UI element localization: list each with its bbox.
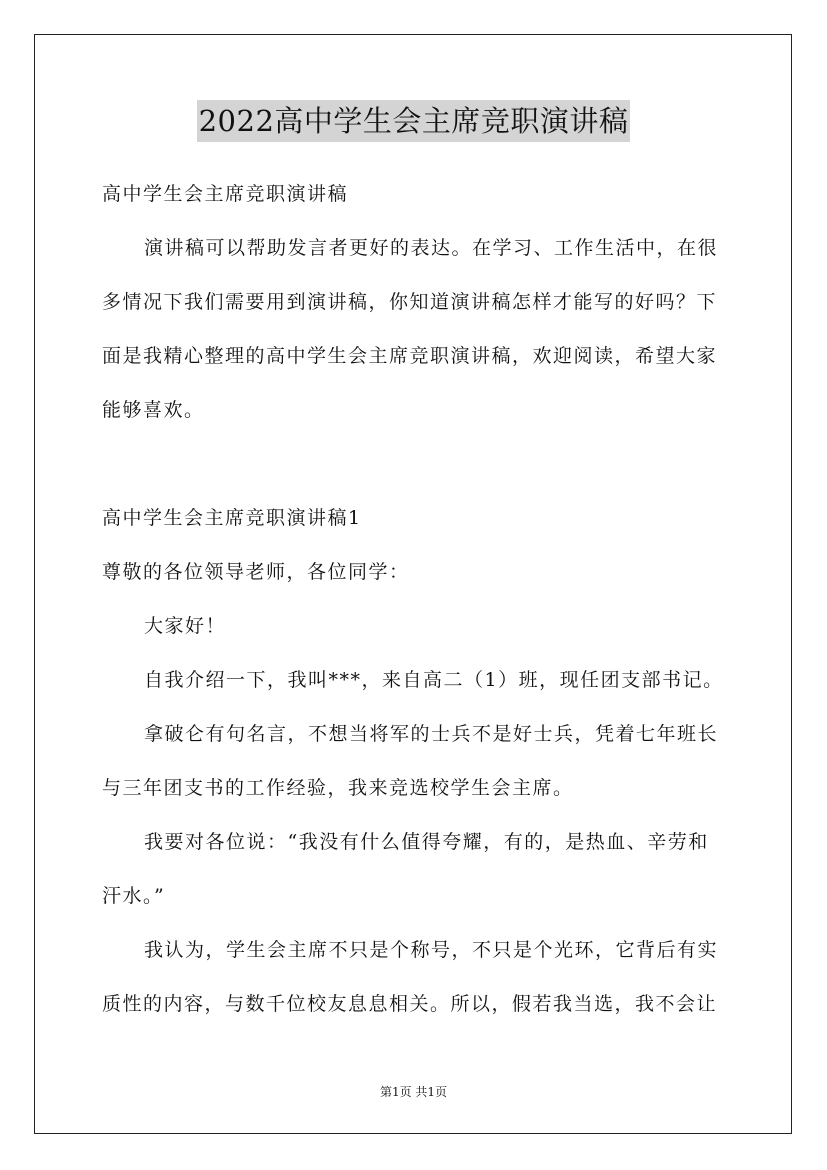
paragraph-line: 我认为，学生会主席不只是个称号，不只是个光环，它背后有实: [144, 939, 719, 961]
document-title: 2022高中学生会主席竞职演讲稿: [197, 100, 631, 142]
section-heading: 高中学生会主席竞职演讲稿1: [102, 507, 362, 529]
title-wrapper: [0, 100, 827, 142]
paragraph-line: 我要对各位说：“我没有什么值得夸耀，有的，是热血、辛劳和: [144, 831, 709, 853]
paragraph-line: 汗水。”: [102, 885, 166, 907]
paragraph-line: 面是我精心整理的高中学生会主席竞职演讲稿，欢迎阅读，希望大家: [102, 345, 718, 367]
paragraph-line: 自我介绍一下，我叫***，来自高二（1）班，现任团支部书记。: [144, 669, 724, 691]
paragraph-line: 能够喜欢。: [102, 399, 205, 421]
paragraph-line: 拿破仑有句名言，不想当将军的士兵不是好士兵，凭着七年班长: [144, 723, 719, 745]
paragraph-line: 多情况下我们需要用到演讲稿，你知道演讲稿怎样才能写的好吗？下: [102, 291, 718, 313]
paragraph-line: 大家好！: [144, 615, 227, 637]
subtitle-line: 高中学生会主席竞职演讲稿: [102, 183, 349, 205]
page-footer: 第1页 共1页: [379, 1085, 448, 1099]
paragraph-line: 质性的内容，与数千位校友息息相关。所以，假若我当选，我不会让: [102, 993, 718, 1015]
paragraph-line: 与三年团支书的工作经验，我来竞选校学生会主席。: [102, 777, 574, 799]
paragraph-line: 演讲稿可以帮助发言者更好的表达。在学习、工作生活中，在很: [144, 237, 719, 259]
salutation-line: 尊敬的各位领导老师，各位同学：: [102, 561, 410, 583]
